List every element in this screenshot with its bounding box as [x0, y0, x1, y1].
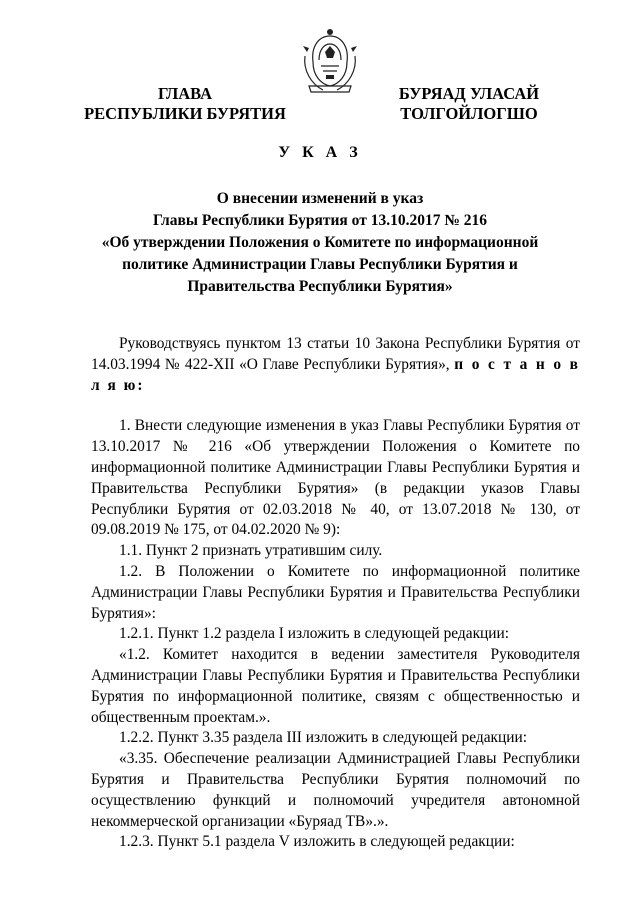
paragraph: 1. Внести следующие изменения в указ Главы Республики Бурятия от 13.10.2017 № 216 «Об утверждении Положения о Комитете по информационной политике Администрации Главы Республики Бурятия и Правительства Республики Бурятия» (в редакции указов Главы Республики Бурятия от 02.03.2018 № 40, от 13.07.2018 № 130, от 09.08.2019 № 175, от 04.02.2020 № 9): [91, 417, 580, 539]
document-body [91, 334, 580, 853]
header-left-line: ГЛАВА [157, 84, 213, 103]
paragraph: 1.2.1. Пункт 1.2 раздела I изложить в следующей редакции: [119, 625, 510, 643]
title-line: О внесении изменений в указ [216, 190, 424, 207]
header-right-line: БУРЯАД УЛАСАЙ [398, 84, 540, 103]
paragraph: 1.2.2. Пункт 3.35 раздела III изложить в следующей редакции: [119, 729, 527, 747]
preamble [91, 334, 580, 396]
header-left-line: РЕСПУБЛИКИ БУРЯТИЯ [84, 104, 286, 123]
header-left [78, 84, 292, 124]
paragraph: 1.2. В Положении о Комитете по информационной политике Администрации Главы Республики Бурятия и Правительства Республики Бурятия»: [91, 562, 580, 622]
title-line: политике Администрации Главы Республики Бурятия и [122, 256, 518, 273]
document-title [80, 188, 560, 298]
title-line: Правительства Республики Бурятия» [187, 278, 453, 295]
header-right-line: ТОЛГОЙЛОГШО [400, 104, 538, 123]
title-line: Главы Республики Бурятия от 13.10.2017 № 216 [152, 212, 488, 229]
paragraph: «3.35. Обеспечение реализации Администрацией Главы Республики Бурятия и Правительства Республики Бурятия полномочий по осуществлению функций и полномочий учредителя автономной некоммерческой организации «Буряад ТВ».». [91, 750, 580, 830]
paragraph: «1.2. Комитет находится в ведении заместителя Руководителя Администрации Главы Республики Бурятия и Правительства Республики Бурятия по информационной политике, связям с общественностью и общественным проектам.». [91, 646, 580, 726]
coat-of-arms-icon [297, 26, 363, 98]
paragraph: 1.2.3. Пункт 5.1 раздела V изложить в следующей редакции: [119, 833, 515, 851]
header-right [384, 84, 554, 124]
preamble-text: Руководствуясь пунктом 13 статьи 10 Закона Республики Бурятия от 14.03.1994 № 422-XII «О Главе Республики Бурятия», [91, 335, 580, 373]
title-line: «Об утверждении Положения о Комитете по информационной [101, 234, 539, 251]
preamble-emphasis: п о с т а н о в л я ю: [91, 355, 580, 394]
paragraph: 1.1. Пункт 2 признать утратившим силу. [119, 542, 383, 560]
document-type: У К А З [278, 144, 362, 161]
